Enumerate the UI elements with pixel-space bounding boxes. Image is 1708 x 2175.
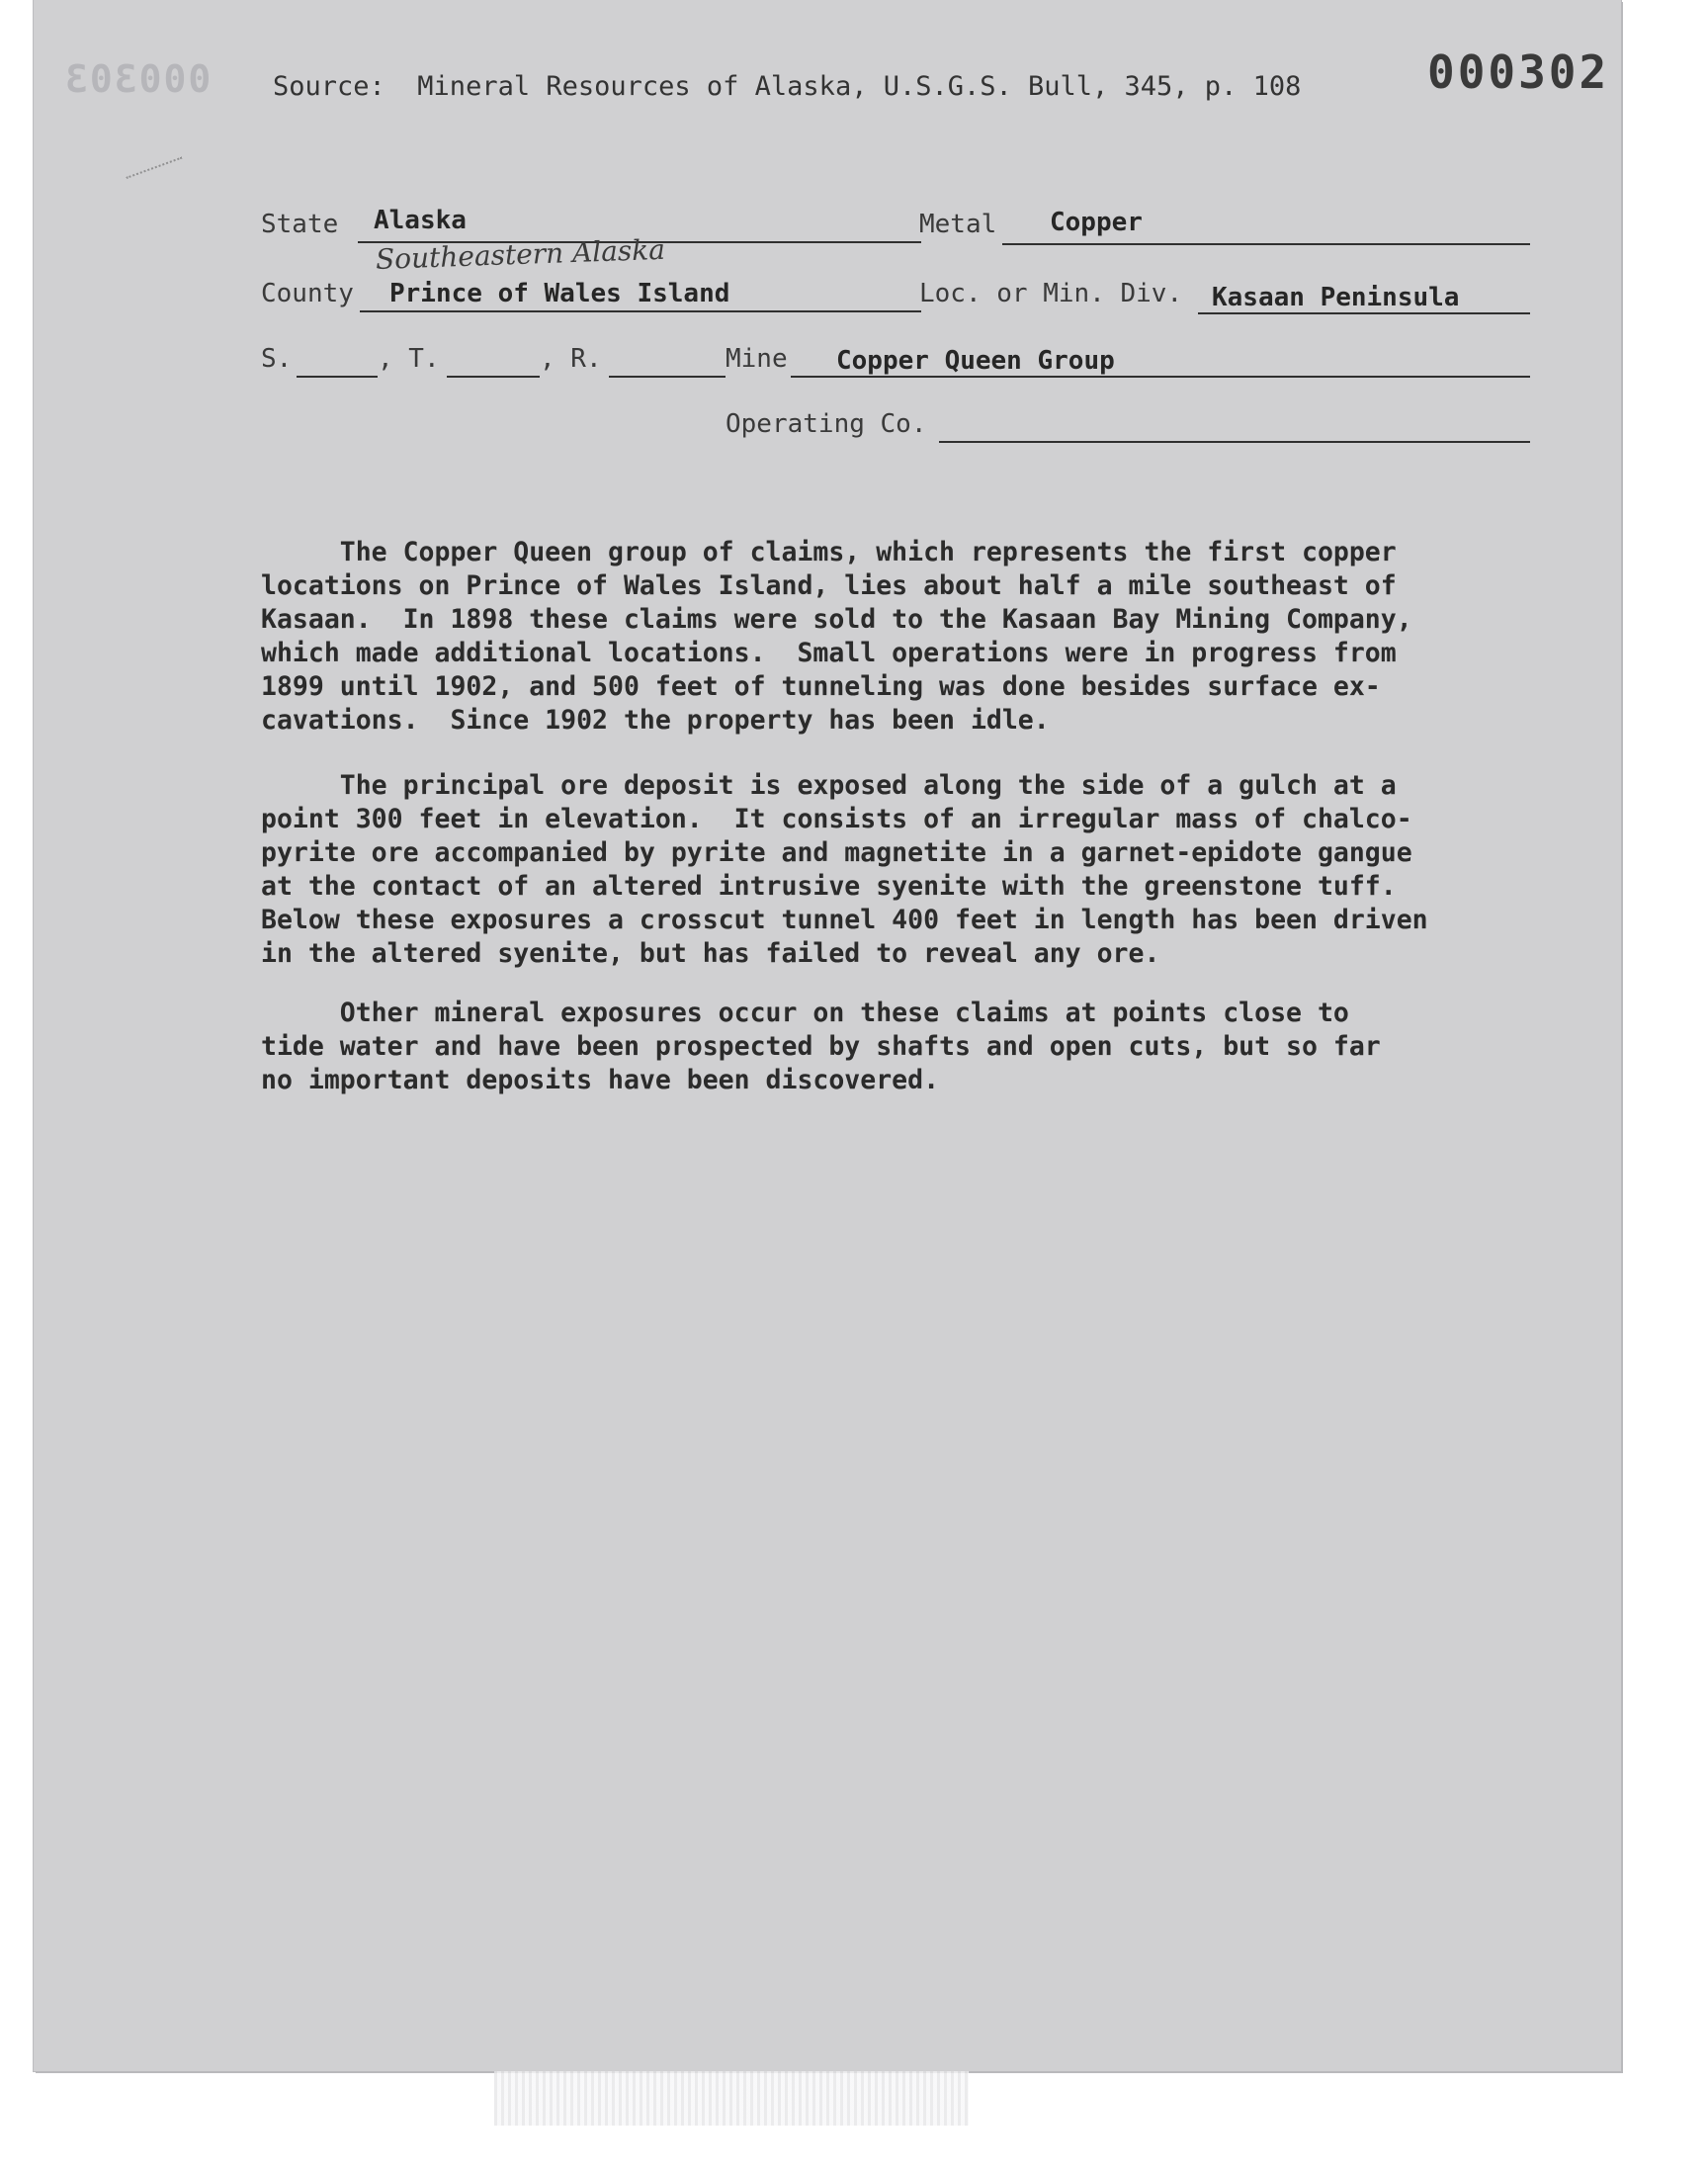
- ghost-page-number: 000303: [63, 57, 212, 101]
- mine-underline: [791, 376, 1530, 378]
- state-value: Alaska: [374, 206, 467, 235]
- location-value: Kasaan Peninsula: [1212, 283, 1460, 312]
- county-underline: [360, 310, 921, 312]
- metal-underline: [1002, 243, 1530, 245]
- page-stamp-number: 000302: [1427, 45, 1610, 99]
- text-line: The principal ore deposit is exposed along the side of a gulch at a: [261, 770, 1397, 801]
- text-line: cavations. Since 1902 the property has been idle.: [261, 705, 1050, 736]
- text-line: The Copper Queen group of claims, which represents the first copper: [261, 537, 1397, 567]
- text-line: Other mineral exposures occur on these claims at points close to: [261, 998, 1349, 1028]
- paragraph-history: [261, 536, 1506, 738]
- text-line: at the contact of an altered intrusive syenite with the greenstone tuff.: [261, 871, 1397, 902]
- county-value: Prince of Wales Island: [389, 279, 730, 308]
- text-line: Below these exposures a crosscut tunnel 400 feet in length has been driven: [261, 905, 1428, 935]
- text-line: pyrite ore accompanied by pyrite and magnetite in a garnet-epidote gangue: [261, 837, 1412, 868]
- operating-company-underline: [939, 441, 1530, 443]
- location-underline: [1198, 312, 1530, 314]
- paragraph-ore-deposit: [261, 769, 1506, 971]
- operating-company-label: Operating Co.: [726, 409, 927, 439]
- location-label: Loc. or Min. Div.: [919, 279, 1183, 308]
- range-label: , R.: [540, 344, 602, 374]
- mine-label: Mine: [726, 344, 788, 374]
- text-line: point 300 feet in elevation. It consists of an irregular mass of chalco-: [261, 804, 1412, 834]
- state-label: State: [261, 210, 339, 239]
- township-label: , T.: [378, 344, 440, 374]
- range-underline: [609, 376, 726, 378]
- source-citation: Source: Mineral Resources of Alaska, U.S.G.S. Bull, 345, p. 108: [273, 71, 1302, 102]
- text-line: which made additional locations. Small operations were in progress from: [261, 638, 1397, 668]
- handwritten-region-note: Southeastern Alaska: [375, 232, 666, 276]
- text-line: no important deposits have been discovered.: [261, 1065, 940, 1095]
- mine-value: Copper Queen Group: [836, 346, 1115, 376]
- township-underline: [447, 376, 540, 378]
- county-label: County: [261, 279, 354, 308]
- scan-edge-strip: [494, 2071, 969, 2126]
- text-line: locations on Prince of Wales Island, lies about half a mile southeast of: [261, 570, 1397, 601]
- section-label: S.: [261, 344, 293, 374]
- text-line: Kasaan. In 1898 these claims were sold to the Kasaan Bay Mining Company,: [261, 604, 1412, 635]
- metal-label: Metal: [919, 210, 997, 239]
- metal-value: Copper: [1050, 208, 1143, 237]
- text-line: tide water and have been prospected by shafts and open cuts, but so far: [261, 1031, 1381, 1062]
- text-line: 1899 until 1902, and 500 feet of tunneling was done besides surface ex-: [261, 671, 1381, 702]
- paragraph-other-exposures: [261, 997, 1506, 1097]
- section-underline: [297, 376, 378, 378]
- text-line: in the altered syenite, but has failed to reveal any ore.: [261, 938, 1160, 969]
